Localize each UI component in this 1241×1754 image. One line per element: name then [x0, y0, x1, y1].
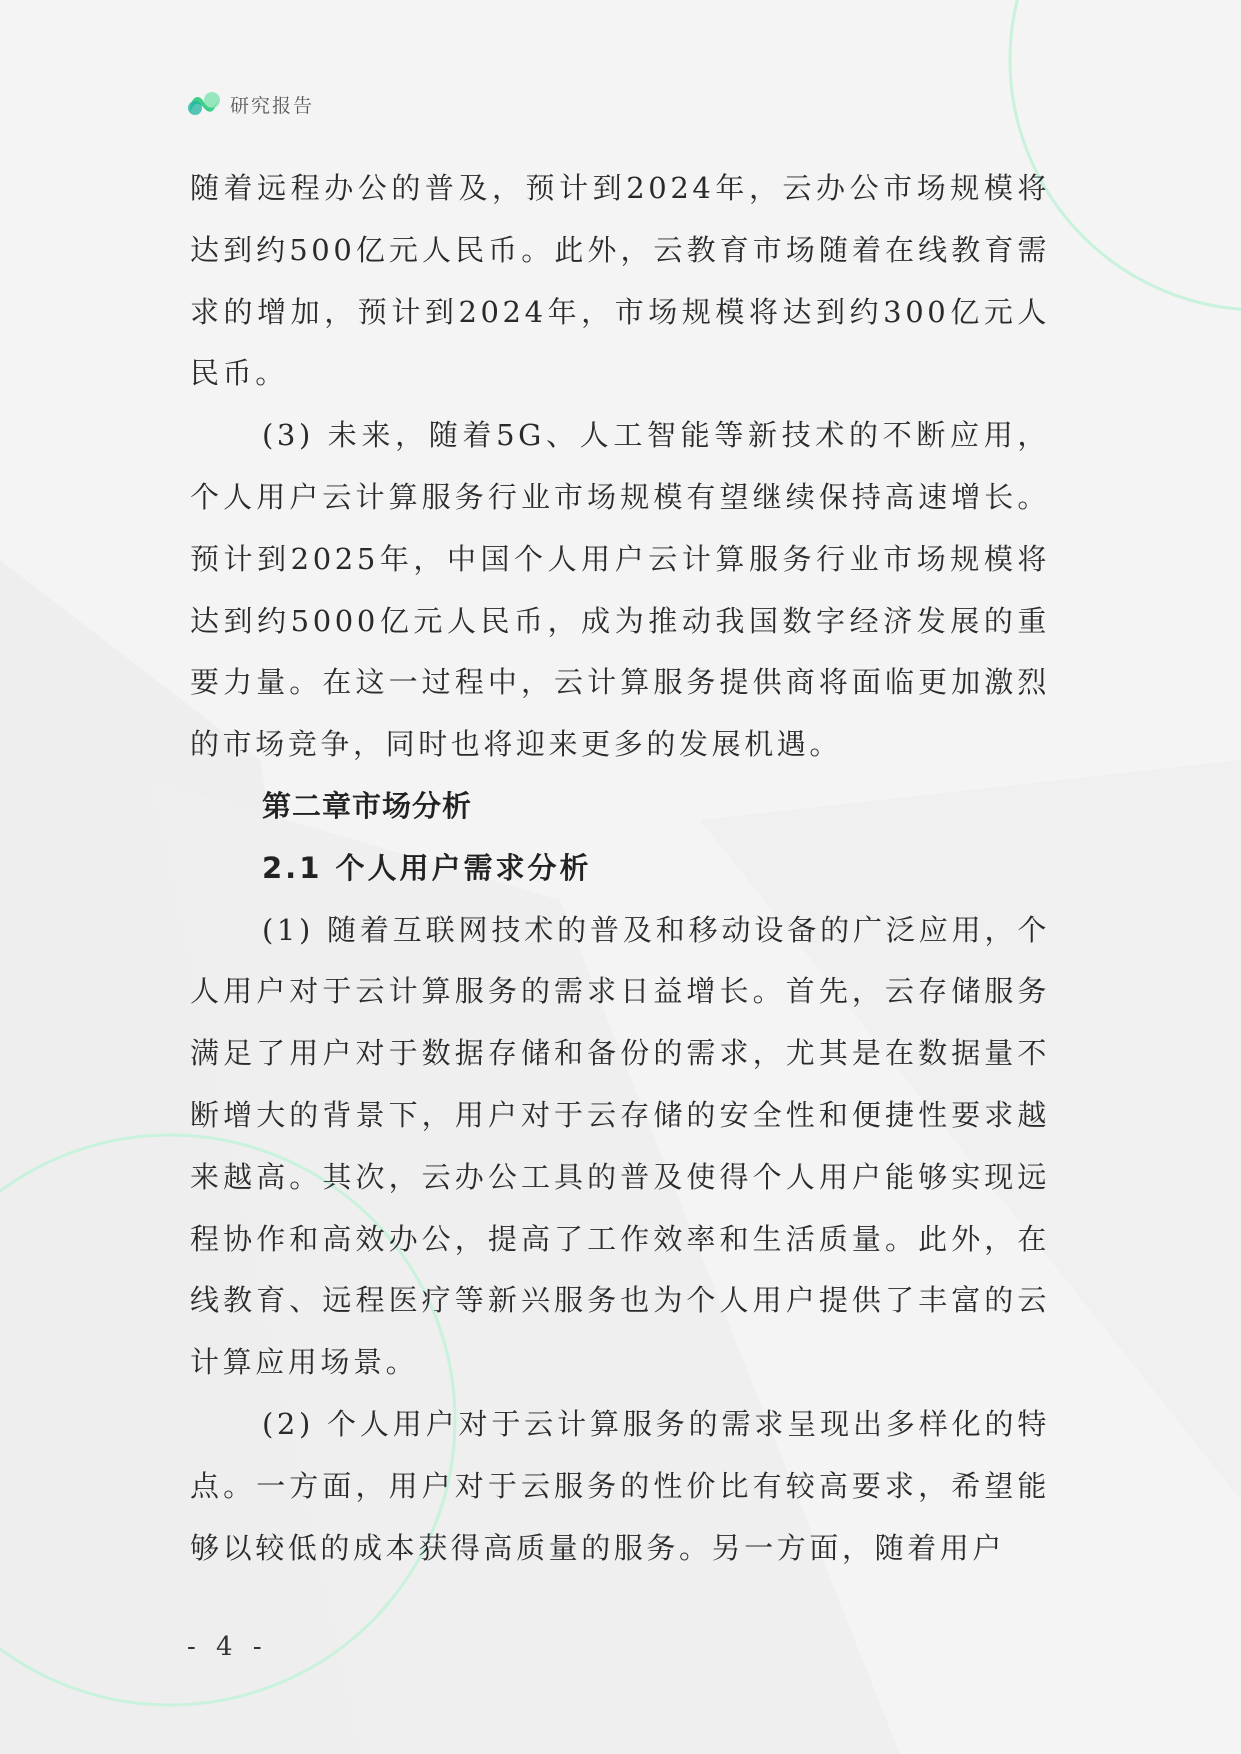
section-heading: 2.1 个人用户需求分析: [262, 850, 592, 885]
paragraph-future-outlook: (3) 未来，随着5G、人工智能等新技术的不断应用，个人用户云计算服务行业市场规模有望继续保持高速增长。预计到2025年，中国个人用户云计算服务行业市场规模将达到约5000亿元人民币，成为推动我国数字经济发展的重要力量。在这一过程中，云计算服务提供商将面临更加激烈的市场竞争，同时也将迎来更多的发展机遇。: [190, 418, 1050, 762]
chapter-heading: 第二章市场分析: [262, 788, 473, 823]
paragraph-demand-growth: (1) 随着互联网技术的普及和移动设备的广泛应用，个人用户对于云计算服务的需求日益增长。首先，云存储服务满足了用户对于数据存储和备份的需求，尤其是在数据量不断增大的背景下，用户对于云存储的安全性和便捷性要求越来越高。其次，云办公工具的普及使得个人用户能够实现远程协作和高效办公，提高了工作效率和生活质量。此外，在线教育、远程医疗等新兴服务也为个人用户提供了丰富的云计算应用场景。: [190, 912, 1050, 1380]
report-header: [186, 86, 314, 122]
report-header-title: 研究报告: [230, 94, 315, 117]
paragraph-demand-diversity: (2) 个人用户对于云计算服务的需求呈现出多样化的特点。一方面，用户对于云服务的性价比有较高要求，希望能够以较低的成本获得高质量的服务。另一方面，随着用户: [190, 1406, 1050, 1565]
report-logo-icon: [186, 86, 222, 122]
document-body: [190, 158, 1050, 1579]
paragraph-cloud-office-market: 随着远程办公的普及，预计到2024年，云办公市场规模将达到约500亿元人民币。此外，云教育市场随着在线教育需求的增加，预计到2024年，市场规模将达到约300亿元人民币。: [190, 171, 1050, 391]
page-number: - 4 -: [187, 1632, 268, 1662]
